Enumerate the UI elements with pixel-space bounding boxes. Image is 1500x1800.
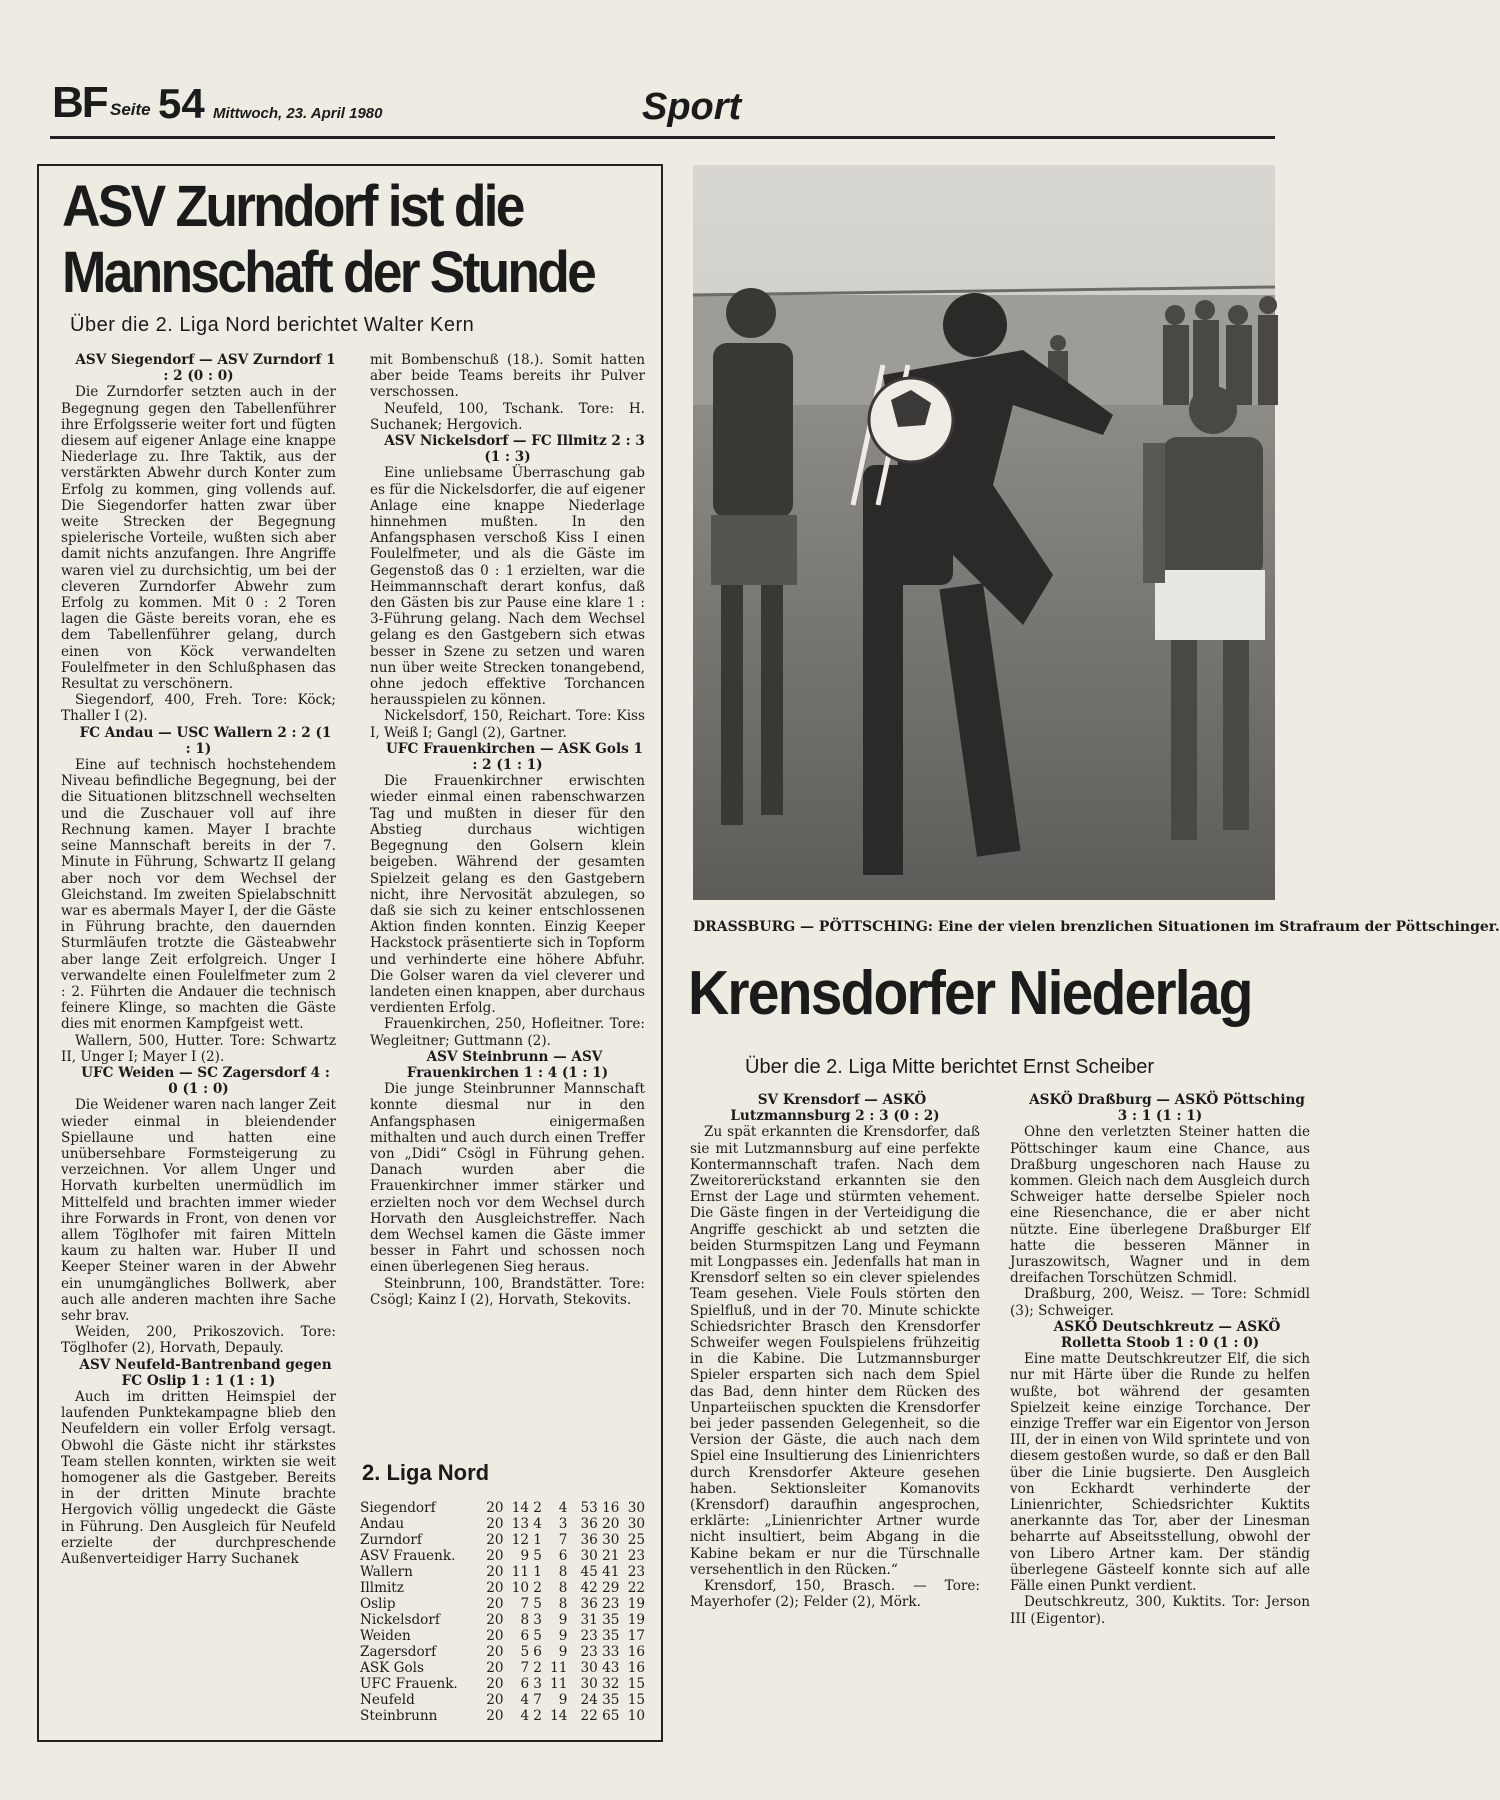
- table-cell-team: UFC Frauenk.: [360, 1676, 458, 1692]
- table-cell-sp: 20: [486, 1708, 504, 1724]
- table-row: [360, 1580, 645, 1596]
- table-cell-u: 5: [533, 1628, 542, 1644]
- table-row: [360, 1548, 645, 1564]
- match-result-line: Steinbrunn, 100, Brandstätter. Tore: Csögl; Kainz I (2), Horvath, Stekovits.: [370, 1275, 645, 1308]
- issue-date: Mittwoch, 23. April 1980: [213, 105, 383, 122]
- left-article-headline: ASV Zurndorf ist die Mannschaft der Stunde: [62, 174, 595, 305]
- match-report-paragraph: Die Frauenkirchner erwischten wieder einmal einen rabenschwarzen Tag und mußten in dieser für den Abstieg durchaus wichtigen Begegnung den Golsern klein beigeben. Während der gesamten Spielzeit gelang es den Gastgebern nicht, ihre Nervosität abzulegen, so daß sie sich zu keiner entschlossenen Aktion finden konnten. Einzig Keeper Hackstock präsentierte sich in Topform und verhinderte eine höhere Abfuhr. Die Golser waren da viel cleverer und landeten einen knappen, aber durchaus verdienten Erfolg.: [370, 773, 645, 1017]
- table-cell-u: 2: [533, 1580, 542, 1596]
- table-cell-pkt: 19: [627, 1596, 645, 1612]
- table-cell-n: 9: [558, 1612, 568, 1628]
- table-cell-s: 7: [520, 1660, 530, 1676]
- league-table-title: 2. Liga Nord: [362, 1460, 490, 1485]
- table-cell-u: 5: [533, 1548, 542, 1564]
- match-heading: ASV Neufeld-Bantrenband gegen FC Oslip 1 : 1 (1 : 1): [79, 1356, 332, 1389]
- table-cell-s: 5: [520, 1644, 530, 1660]
- table-row: [360, 1516, 645, 1532]
- table-cell-u: 7: [533, 1692, 542, 1708]
- match-result-line: Weiden, 200, Prikoszovich. Tore: Töglhofer (2), Horvath, Depauly.: [61, 1324, 336, 1357]
- photo-caption: [693, 918, 1500, 936]
- table-cell-sp: 20: [486, 1628, 504, 1644]
- right-article-column-1: [690, 1092, 980, 1611]
- match-report-paragraph: Auch im dritten Heimspiel der laufenden Punktekampagne blieb den Neufeldern ein voller Erfolg versagt. Obwohl die Gäste nicht ihr stärkstes Team stellen konnten, wirkten sie weit homogener als die Gastgeber. Bereits in der dritten Minute brachte Hergovich völlig ungedeckt die Gäste in Führung. Den Ausgleich für Neufeld erzielte der durchpreschende Außenverteidiger Harry Suchanek: [61, 1389, 336, 1568]
- match-result-line: Frauenkirchen, 250, Hofleitner. Tore: Wegleitner; Guttmann (2).: [370, 1016, 645, 1049]
- table-cell-pkt: 30: [627, 1500, 645, 1516]
- table-cell-n: 9: [558, 1692, 568, 1708]
- table-cell-pkt: 17: [627, 1628, 645, 1644]
- match-report-paragraph: Eine matte Deutschkreutzer Elf, die sich nur mit Härte über die Runde zu helfen wußte, bot während der gesamten Spielzeit keine einzige Torchance. Der einzige Treffer war ein Eigentor von Jerson III, der in einen von Wild sprintete und von diesem gestoßen wurde, so daß er den Ball über die Linie bugsierte. Den Ausgleich von Eckhardt verhinderte der Linienrichter, Schiedsrichter Kuktits anerkannte das Tor, aber der Linesman beharrte auf Abseitsstellung, obwohl der von Libero Artner kam. Der ständig überlegene Gästeelf konnte sich auf alle Fälle einen Punkt verdient.: [1010, 1351, 1310, 1595]
- match-result-line: Siegendorf, 400, Freh. Tore: Köck; Thaller I (2).: [61, 692, 336, 725]
- table-row: [360, 1708, 645, 1724]
- table-cell-team: Siegendorf: [360, 1500, 436, 1516]
- masthead-rule: [50, 136, 1275, 139]
- match-report-paragraph: Eine unliebsame Überraschung gab es für die Nickelsdorfer, die auf eigener Anlage eine knappe Niederlage hinnehmen mußten. In den Anfangsphasen verschoß Kiss I einen Foulelfmeter, und als die Gäste im Gegenstoß das 0 : 1 erzielten, war die Heimmannschaft derart konfus, daß den Gästen bis zur Pause eine klare 1 : 3-Führung gelang. Nach dem Wechsel gelang es den Gastgebern sich etwas besser in Szene zu setzen und waren nun über weite Strecken tonangebend, ohne jedoch effektive Torchancen herausspielen zu können.: [370, 465, 645, 709]
- table-cell-u: 1: [533, 1532, 542, 1548]
- table-cell-u: 2: [533, 1500, 542, 1516]
- match-report-paragraph: Eine auf technisch hochstehendem Niveau befindliche Begegnung, bei der die Situationen blitzschnell wechselten und die Zuschauer voll auf ihre Rechnung kamen. Mayer I brachte seine Mannschaft bereits in der 7. Minute in Führung, Schwartz II gelang aber noch vor dem Wechsel der Gleichstand. Im zweiten Spielabschnitt war es abermals Mayer I, der die Gäste in Führung brachte, den dauernden Sturmläufen trotzte die Gästeabwehr aber lange Zeit erfolgreich. Unger I verwandelte einen Foulelfmeter zum 2 : 2. Führten die Andauer die technisch feinere Klinge, so machten die Gäste dies mit enormen Kampfgeist wett.: [61, 757, 336, 1033]
- table-cell-n: 4: [558, 1500, 568, 1516]
- table-cell-team: Oslip: [360, 1596, 396, 1612]
- table-cell-team: Zurndorf: [360, 1532, 422, 1548]
- match-report-paragraph: Die junge Steinbrunner Mannschaft konnte diesmal nur in den Anfangsphasen einigermaßen mithalten und auch durch einen Treffer von „Didi“ Csögl in Führung gehen. Danach wurden aber die Frauenkirchner immer stärker und erzielten noch vor dem Wechsel durch Horvath den Ausgleichstreffer. Nach dem Wechsel kamen die Gäste immer besser in Fahrt und schossen noch einen überlegenen Sieg heraus.: [370, 1081, 645, 1276]
- table-cell-team: Andau: [360, 1516, 405, 1532]
- table-cell-n: 8: [558, 1580, 568, 1596]
- match-heading: SV Krensdorf — ASKÖ Lutzmannsburg 2 : 3 (0 : 2): [730, 1092, 940, 1125]
- table-cell-sp: 20: [486, 1612, 504, 1628]
- table-cell-pkt: 22: [627, 1580, 645, 1596]
- match-heading: ASV Steinbrunn — ASV Frauenkirchen 1 : 4 (1 : 1): [406, 1048, 609, 1081]
- table-cell-n: 3: [558, 1516, 568, 1532]
- table-cell-tore: 36 23: [580, 1596, 620, 1612]
- right-article-headline: Krensdorfer Niederlag: [688, 959, 1252, 1028]
- table-cell-s: 7: [520, 1596, 530, 1612]
- table-cell-sp: 20: [486, 1692, 504, 1708]
- match-heading: ASV Siegendorf — ASV Zurndorf 1 : 2 (0 : 0): [75, 352, 336, 385]
- match-report-paragraph: Ohne den verletzten Steiner hatten die Pöttschinger kaum eine Chance, aus Draßburg ungeschoren nach Hause zu kommen. Gleich nach dem Ausgleich durch Schweiger hatte derselbe Spieler noch eine Riesenchance, die er aber nicht nützte. Eine überlegene Draßburger Elf hatte die besseren Männer in Juraszowitsch, Wagner und in dem dreifachen Torschützen Schmidl.: [1010, 1124, 1310, 1287]
- section-title: Sport: [642, 86, 742, 128]
- match-heading: ASV Nickelsdorf — FC Illmitz 2 : 3 (1 : 3): [384, 433, 645, 466]
- table-cell-u: 6: [533, 1644, 542, 1660]
- table-cell-team: ASK Gols: [360, 1660, 424, 1676]
- table-cell-sp: 20: [486, 1596, 504, 1612]
- table-cell-n: 8: [558, 1596, 568, 1612]
- table-cell-pkt: 23: [627, 1548, 645, 1564]
- table-cell-s: 9: [520, 1548, 530, 1564]
- table-cell-tore: 24 35: [580, 1692, 620, 1708]
- table-cell-n: 11: [550, 1676, 568, 1692]
- table-cell-pkt: 10: [627, 1708, 645, 1724]
- table-cell-u: 2: [533, 1660, 542, 1676]
- masthead-logo: BF: [52, 78, 107, 127]
- match-result-line: Deutschkreutz, 300, Kuktits. Tor: Jerson III (Eigentor).: [1010, 1594, 1310, 1627]
- right-article-byline: Über die 2. Liga Mitte berichtet Ernst Scheiber: [745, 1056, 1155, 1078]
- table-cell-u: 5: [533, 1596, 542, 1612]
- right-article-column-2-clip: [1010, 1080, 1310, 1760]
- table-cell-u: 3: [533, 1612, 542, 1628]
- table-row: [360, 1660, 645, 1676]
- table-cell-tore: 30 43: [580, 1660, 620, 1676]
- table-cell-team: ASV Frauenk.: [360, 1548, 456, 1564]
- table-cell-s: 10: [511, 1580, 530, 1596]
- table-cell-tore: 53 16: [580, 1500, 620, 1516]
- caption-lead: DRASSBURG — PÖTTSCHING:: [693, 919, 933, 935]
- table-row: [360, 1500, 645, 1516]
- table-cell-pkt: 30: [627, 1516, 645, 1532]
- table-cell-sp: 20: [486, 1500, 504, 1516]
- table-cell-pkt: 15: [627, 1676, 645, 1692]
- page-label: Seite: [110, 100, 151, 119]
- table-row: [360, 1692, 645, 1708]
- table-cell-sp: 20: [486, 1580, 504, 1596]
- table-cell-pkt: 16: [627, 1644, 645, 1660]
- table-cell-tore: 23 33: [580, 1644, 620, 1660]
- page-number: 54: [158, 80, 205, 127]
- match-heading: UFC Frauenkirchen — ASK Gols 1 : 2 (1 : 1): [386, 740, 643, 774]
- table-cell-sp: 20: [486, 1564, 504, 1580]
- league-table: [360, 1500, 645, 1724]
- table-cell-s: 12: [511, 1532, 530, 1548]
- table-row: [360, 1644, 645, 1660]
- table-cell-pkt: 25: [627, 1532, 645, 1548]
- table-cell-n: 9: [558, 1628, 568, 1644]
- caption-text: Eine der vielen brenzlichen Situationen im Strafraum der Pöttschinger.: [937, 919, 1500, 935]
- table-cell-sp: 20: [486, 1548, 504, 1564]
- table-cell-s: 11: [511, 1564, 530, 1580]
- table-cell-tore: 30 32: [580, 1676, 620, 1692]
- match-report-paragraph: Zu spät erkannten die Krensdorfer, daß sie mit Lutzmannsburg auf eine perfekte Kontermannschaft trafen. Nach dem Zweitorerückstand erkannten sie den Ernst der Lage und stürmten vehement. Die Gäste fingen in der Verteidigung die Angriffe geschickt ab und setzten die beiden Sturmspitzen Lang und Feymann mit Longpasses ein. Jedenfalls hat man in Krensdorf selten so ein clever spielendes Team gesehen. Viele Fouls störten den Spielfluß, und in der 70. Minute schickte Schiedsrichter Brasch den Krensdorfer Schweifer wegen Foulspielens frühzeitig in die Kabine. Die Lutzmannsburger Spieler ersparten sich nach dem Spiel das Bad, denn hinter dem Rücken des Unparteiischen spuckten die Krensdorfer bei jeder passenden Gelegenheit, so die Version der Gäste, die auch nach dem Spiel eine Insultierung des Linienrichters durch Krensdorfer Akteure gesehen haben. Sektionsleiter Komanovits (Krensdorf) daraufhin angesprochen, erklärte: „Linienrichter Artner wurde nicht insultiert, beim Abgang in die Kabine bekam er nur die Türschnalle versehentlich in den Rücken.“: [690, 1124, 980, 1578]
- table-cell-team: Neufeld: [360, 1692, 415, 1708]
- table-cell-pkt: 15: [627, 1692, 645, 1708]
- table-cell-tore: 30 21: [580, 1548, 620, 1564]
- table-cell-tore: 36 20: [580, 1516, 620, 1532]
- table-cell-pkt: 19: [627, 1612, 645, 1628]
- table-cell-tore: 45 41: [580, 1564, 620, 1580]
- paragraph-continued: mit Bombenschuß (18.). Somit hatten aber beide Teams bereits ihr Pulver verschossen.: [370, 352, 645, 401]
- left-article-byline: Über die 2. Liga Nord berichtet Walter Kern: [70, 314, 475, 336]
- match-result-line: Neufeld, 100, Tschank. Tore: H. Suchanek; Hergovich.: [370, 400, 645, 433]
- table-cell-tore: 36 30: [580, 1532, 620, 1548]
- left-article-column-2: [370, 352, 645, 1308]
- match-heading: ASKÖ Deutschkreutz — ASKÖ Rolletta Stoob 1 : 0 (1 : 0): [1053, 1318, 1281, 1352]
- table-row: [360, 1676, 645, 1692]
- match-report-paragraph: Die Weidener waren nach langer Zeit wieder einmal in bleiendender Spiellaune und hatten eine unübersehbare Formsteigerung zu verzeichnen. Vor allem Unger und Horvath kurbelten unermüdlich im Mittelfeld und brachten immer wieder ihre Forwards in Front, von denen vor allem Töglhofer mit fairen Mitteln kaum zu halten war. Huber II und Keeper Steiner waren in der Abwehr ein unumgängliches Bollwerk, aber auch alle anderen machten ihre Sache sehr brav.: [61, 1097, 336, 1324]
- table-row: [360, 1564, 645, 1580]
- match-result-line: Wallern, 500, Hutter. Tore: Schwartz II, Unger I; Mayer I (2).: [61, 1032, 336, 1065]
- match-heading: ASKÖ Draßburg — ASKÖ Pöttsching 3 : 1 (1 : 1): [1029, 1092, 1305, 1125]
- table-cell-pkt: 23: [627, 1564, 645, 1580]
- table-cell-s: 4: [520, 1692, 530, 1708]
- table-row: [360, 1628, 645, 1644]
- table-cell-s: 14: [511, 1500, 530, 1516]
- table-cell-n: 14: [550, 1708, 568, 1724]
- table-cell-s: 13: [511, 1516, 530, 1532]
- table-cell-n: 8: [558, 1564, 568, 1580]
- table-cell-u: 3: [533, 1676, 542, 1692]
- table-cell-s: 6: [520, 1676, 530, 1692]
- table-cell-u: 4: [533, 1516, 542, 1532]
- table-cell-sp: 20: [486, 1644, 504, 1660]
- table-cell-n: 9: [558, 1644, 568, 1660]
- table-cell-sp: 20: [486, 1532, 504, 1548]
- table-cell-n: 6: [558, 1548, 568, 1564]
- match-result-line: Nickelsdorf, 150, Reichart. Tore: Kiss I, Weiß I; Gangl (2), Gartner.: [370, 708, 645, 741]
- right-article-column-2: [1010, 1092, 1310, 1627]
- left-article-column-1: [61, 352, 336, 1567]
- table-row: [360, 1532, 645, 1548]
- match-heading: FC Andau — USC Wallern 2 : 2 (1 : 1): [79, 724, 332, 757]
- match-report-paragraph: Die Zurndorfer setzten auch in der Begegnung gegen den Tabellenführer ihre Erfolgsserie weiter fort und fügten diesem auf eigener Anlage eine knappe Niederlage zu. Ihre Taktik, aus der verstärkten Abwehr durch Konter zum Erfolg zu kommen, ging vollends auf. Die Siegendorfer hatten zwar über weite Strecken der Begegnung spielerische Vorteile, wußten sich aber damit nichts anzufangen. Ihre Angriffe waren viel zu durchsichtig, um bei der cleveren Zurndorfer Abwehr zum Erfolg zu kommen. Mit 0 : 2 Toren lagen die Gäste bereits voran, ehe es dem Tabellenführer gelang, durch einen von Köck verwandelten Foulelfmeter in den Schlußphasen das Resultat zu verschönern.: [61, 384, 336, 693]
- table-cell-team: Wallern: [360, 1564, 413, 1580]
- match-result-line: Krensdorf, 150, Brasch. — Tore: Mayerhofer (2); Felder (2), Mörk.: [690, 1578, 980, 1611]
- table-cell-team: Weiden: [360, 1628, 411, 1644]
- table-cell-u: 2: [533, 1708, 542, 1724]
- match-heading: UFC Weiden — SC Zagersdorf 4 : 0 (1 : 0): [81, 1064, 330, 1098]
- table-cell-n: 7: [558, 1532, 568, 1548]
- table-row: [360, 1596, 645, 1612]
- match-result-line: Draßburg, 200, Weisz. — Tore: Schmidl (3); Schweiger.: [1010, 1286, 1310, 1319]
- table-row: [360, 1612, 645, 1628]
- table-cell-tore: 31 35: [580, 1612, 620, 1628]
- table-cell-u: 1: [533, 1564, 542, 1580]
- table-cell-team: Steinbrunn: [360, 1708, 438, 1724]
- table-cell-pkt: 16: [627, 1660, 645, 1676]
- match-photo: [693, 165, 1275, 900]
- table-cell-s: 4: [520, 1708, 530, 1724]
- table-cell-sp: 20: [486, 1660, 504, 1676]
- table-cell-team: Nickelsdorf: [360, 1612, 440, 1628]
- table-cell-sp: 20: [486, 1516, 504, 1532]
- table-cell-n: 11: [550, 1660, 568, 1676]
- table-cell-sp: 20: [486, 1676, 504, 1692]
- table-cell-team: Zagersdorf: [360, 1644, 437, 1660]
- table-cell-tore: 42 29: [580, 1580, 620, 1596]
- table-cell-s: 6: [520, 1628, 530, 1644]
- table-cell-team: Illmitz: [360, 1580, 404, 1596]
- table-cell-tore: 23 35: [580, 1628, 620, 1644]
- table-cell-tore: 22 65: [580, 1708, 620, 1724]
- table-cell-s: 8: [520, 1612, 530, 1628]
